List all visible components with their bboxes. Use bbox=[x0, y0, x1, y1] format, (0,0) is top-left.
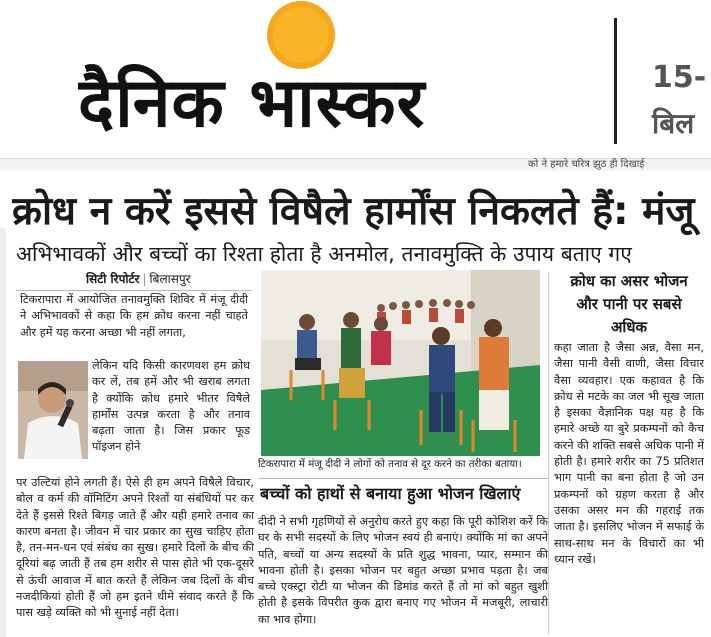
byline bbox=[86, 270, 191, 287]
byline-location: बिलासपुर bbox=[149, 272, 191, 286]
event-photo bbox=[261, 270, 540, 456]
byline-reporter: सिटी रिपोर्टर bbox=[86, 272, 140, 286]
photo-caption: टिकरापारा में मंजू दीदी ने लोगों को तनाव से दूर करने का तरीका बताया। bbox=[258, 459, 522, 470]
column-divider bbox=[548, 272, 549, 634]
story2-rule bbox=[258, 478, 548, 479]
article-paragraph-2: लेकिन यदि किसी कारणवश हम क्रोध कर लें, तब हमें और भी खराब लगता है क्योंकि क्रोध हमारे भीतर विषैले हार्मोंस उत्पन्न करता है और तनाव बढ़ता जाता है। जिस प्रकार फूड पॉइजन होने bbox=[92, 359, 250, 454]
article-paragraph-3: पर उल्टियां होने लगती हैं। ऐसे ही हम अपने विषैले विचार, बोल व कर्म की वॉमिटिंग अपने रिश्तों या संबंधियों पर कर देते हैं इससे रिश्ते बिगड़ जाते हैं और यही हमारे तनाव का कारण बनता है। जीवन में चार प्रकार का सुख चाहिए होता है, तन-मन-धन एवं संबंध का सुख। हमारे दिलों के बीच की दूरियां बढ़ जाती हैं तब हम शरीर से पास होते भी एक-दूसरे से ऊंची आवाज में बात करते हैं लेकिन जब दिलों के बीच नजदीकियां होती हैं जो हम इतने धीमे संवाद करते हैं कि पास खड़े व्यक्ति को भी सुनाई नहीं देता। bbox=[16, 476, 254, 620]
sun-logo-icon bbox=[266, 0, 336, 70]
top-cut-text: को ने हमारे चरित्र झुठ ही दिखाई bbox=[528, 159, 645, 170]
masthead-city: बिल bbox=[652, 107, 695, 140]
article-subheadline: अभिभावकों और बच्चों का रिश्ता होता है अनमोल, तनावमुक्ति के उपाय बताए गए bbox=[16, 242, 632, 266]
left-edge-strip bbox=[0, 228, 6, 637]
byline-separator: | bbox=[142, 272, 147, 286]
sidebar-title: क्रोध का असर भोजन और पानी पर सबसे अधिक bbox=[570, 272, 688, 336]
article-headline: क्रोध न करें इससे विषैले हार्मोंस निकलते हैं: मंजू bbox=[12, 189, 695, 234]
byline-rule bbox=[16, 290, 252, 291]
masthead-date: 15- bbox=[652, 60, 707, 95]
masthead-brand: दैनिक भास्कर bbox=[78, 64, 426, 143]
story2-body: दीदी ने सभी गृहणियों से अनुरोध करते हुए कहा कि पूरी कोशिश करें कि घर के सभी सदस्यों के लिए भोजन स्वयं ही बनाएं। क्योंकि मां का अपने पति, बच्चों या अन्य सदस्यों के प्रति शुद्ध भावना, प्यार, सम्मान की भावना होती है। इसका भोजन पर बहुत अच्छा प्रभाव पड़ता है। जब बच्चे एक्स्ट्रा रोटी या भोजन की डिमांड करते हैं तो मां को बहुत खुशी होती है इसके विपरीत कुक द्वारा बनाए गए भोजन में मजबूरी, लाचारी का भाव होगा। bbox=[258, 515, 548, 626]
sidebar-body: कहा जाता है जैसा अन्न, वैसा मन, जैसा पानी वैसी वाणी, जैसा विचार वैसा व्यवहार। एक कहावत है कि क्रोध से मटके का जल भी सूख जाता है इसका वैज्ञानिक पक्ष यह है कि हमारे अच्छे या बुरे प्रकम्पनों को कैच करने की शक्ति सबसे अधिक पानी में होती है। हमारे शरीर का 75 प्रतिशत भाग पानी का बना होता है जो उन प्रकम्पनों को ग्रहण करता है और उसका असर मन की गहराई तक जाता है। इसलिए भोजन में सफाई के साथ-साथ मन के विचारों का भी ध्यान रखें। bbox=[554, 341, 704, 566]
story2-title: बच्चों को हाथों से बनाया हुआ भोजन खिलाएं bbox=[260, 484, 521, 503]
speaker-photo bbox=[18, 361, 88, 459]
article-paragraph-1: टिकरापारा में आयोजित तनावमुक्ति शिविर में मंजू दीदी ने अभिभावकों से कहा कि हम क्रोध करना नहीं चाहते और हमें यह करना अच्छा भी नहीं लगता, bbox=[20, 293, 248, 339]
masthead-divider bbox=[614, 18, 617, 144]
